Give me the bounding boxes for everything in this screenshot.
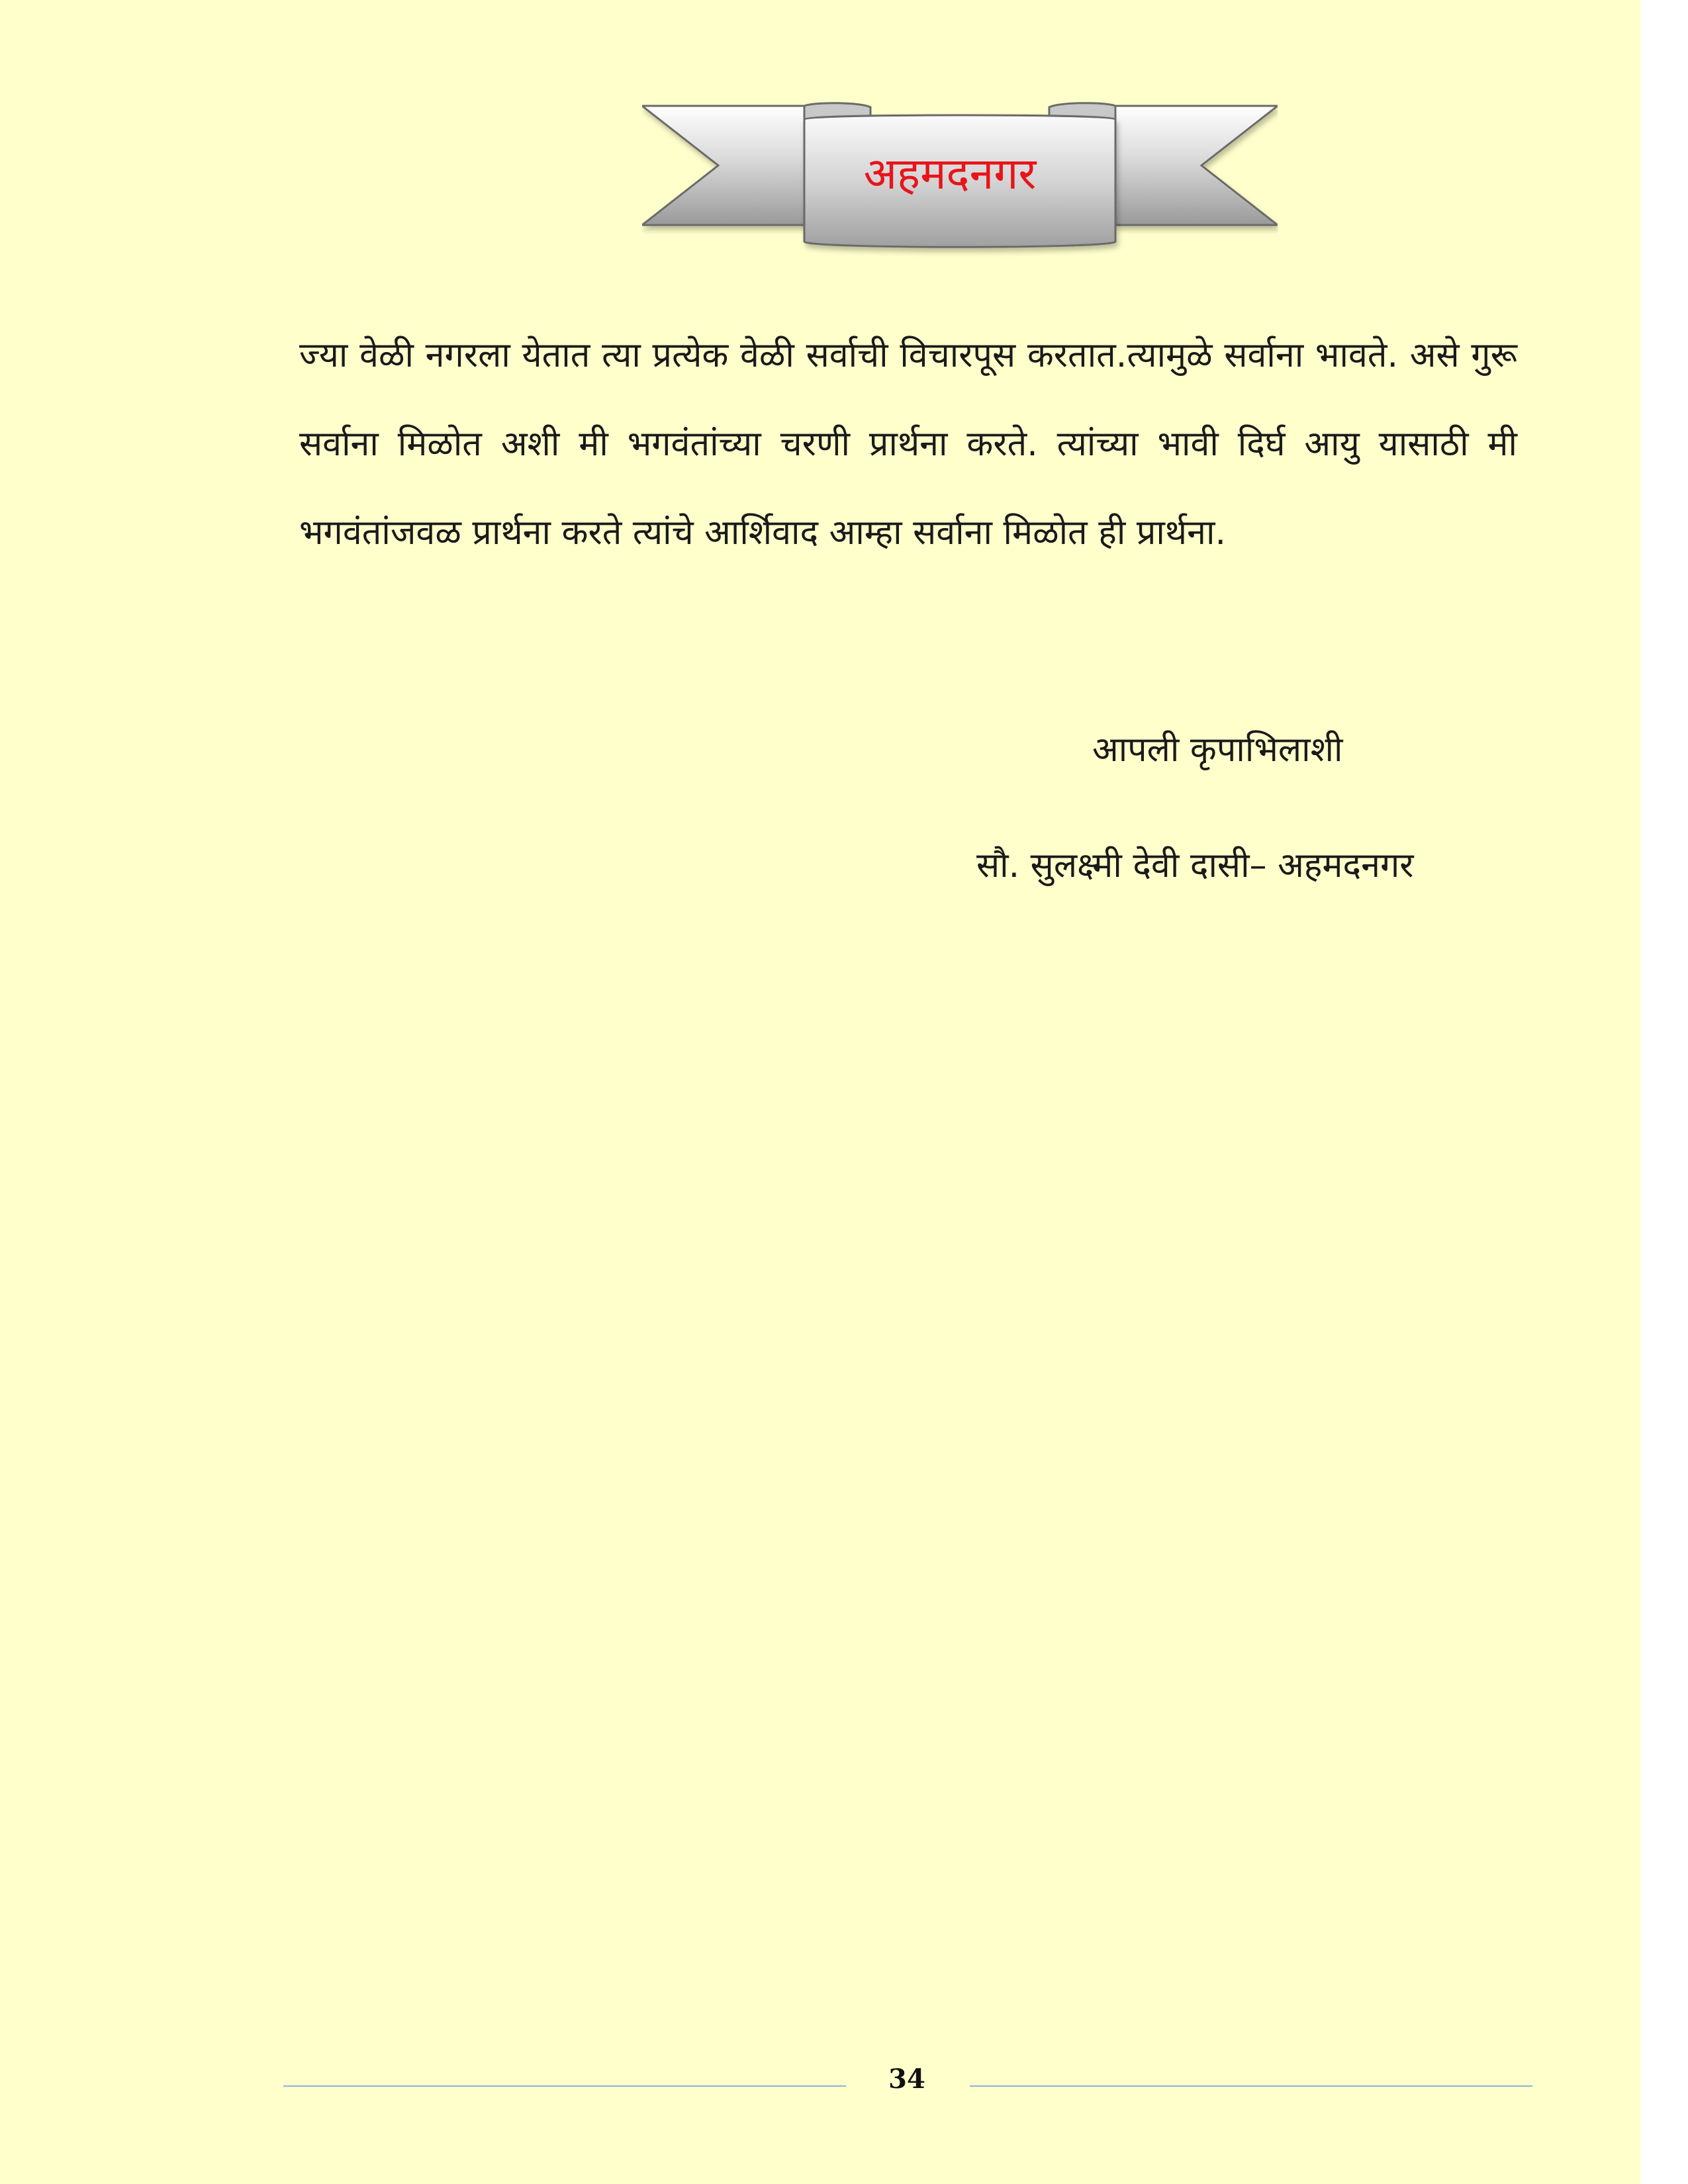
closing-salutation: आपली कृपाभिलाशी <box>1092 730 1343 770</box>
page-margin-strip <box>1640 0 1688 2184</box>
banner-title: अहमदनगर <box>863 148 1037 199</box>
title-ribbon-banner <box>642 99 1278 258</box>
body-paragraph: ज्या वेळी नगरला येतात त्या प्रत्येक वेळी सर्वाची विचारपूस करतात.त्यामुळे सर्वाना भावते. असे गुरू सर्वाना मिळोत अशी मी भगवंतांच्या चरणी प्रार्थना करते. त्यांच्या भावी दिर्घ आयु यासाठी मी भगवंतांजवळ प्रार्थना करते त्यांचे आर्शिवाद आम्हा सर्वाना मिळोत ही प्रार्थना. <box>299 336 1517 553</box>
footer-rule-right <box>970 2085 1532 2087</box>
signature-line: सौ. सुलक्ष्मी देवी दासी– अहमदनगर <box>976 846 1414 886</box>
page-number: 34 <box>888 2064 925 2095</box>
footer-rule-left <box>283 2085 846 2087</box>
